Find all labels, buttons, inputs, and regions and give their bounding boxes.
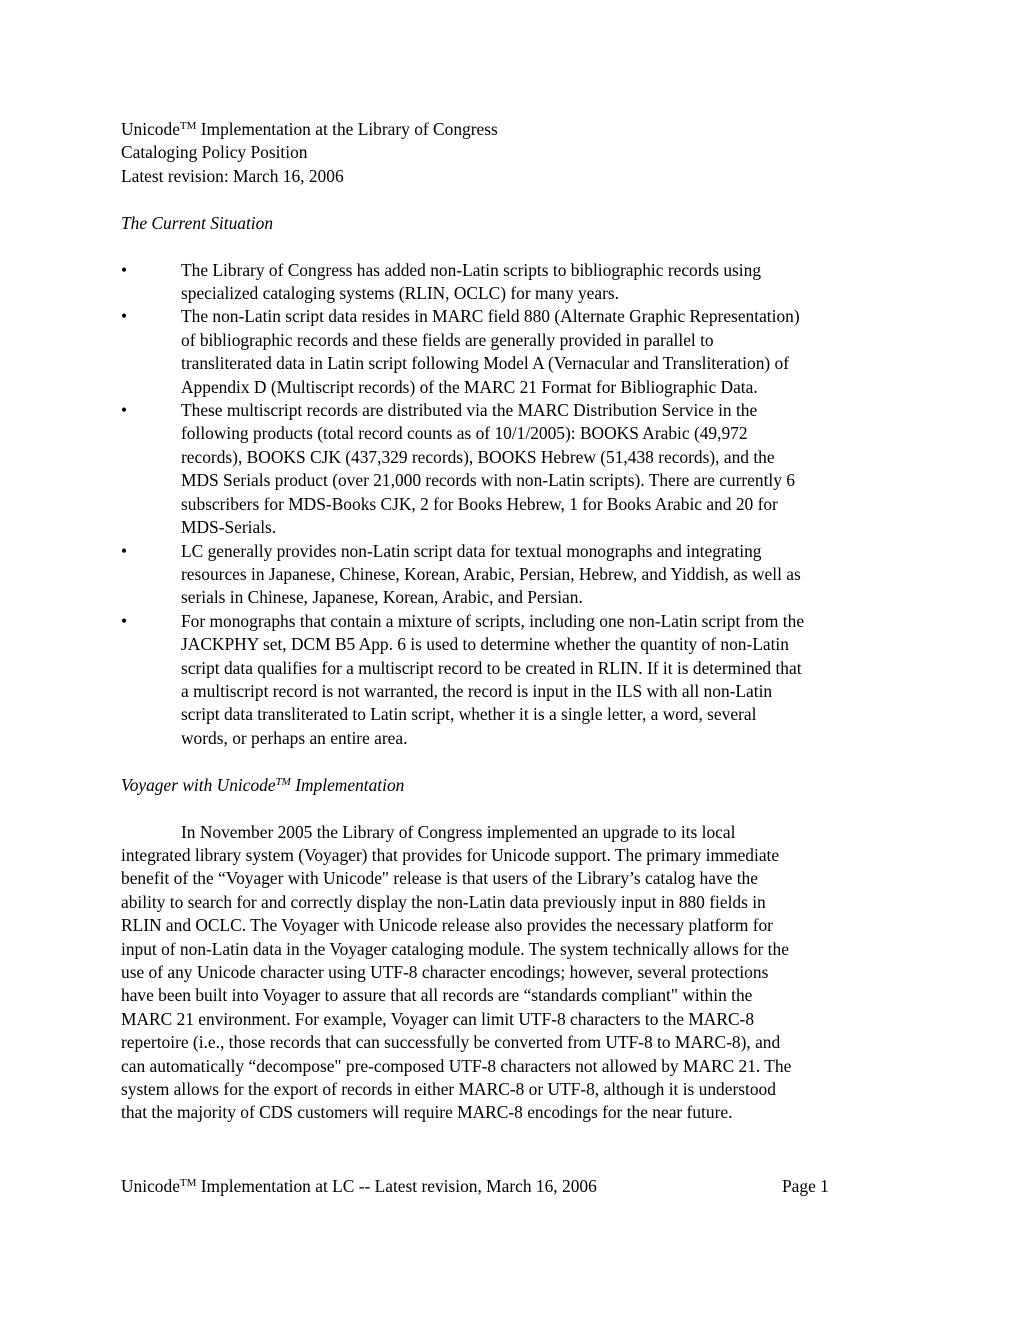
bullet-line: script data qualifies for a multiscript record to be created in RLIN. If it is determined that — [181, 657, 802, 678]
bullet-line: a multiscript record is not warranted, the record is input in the ILS with all non-Latin — [181, 680, 773, 701]
list-item — [121, 305, 911, 399]
paragraph-line: system allows for the export of records in either MARC-8 or UTF-8, although it is understood — [121, 1079, 776, 1100]
paragraph-line: ability to search for and correctly display the non-Latin data previously input in 880 fields in — [121, 891, 766, 912]
document-body — [121, 118, 911, 1125]
bullet-list — [121, 259, 911, 751]
paragraph-line: MARC 21 environment. For example, Voyager can limit UTF-8 characters to the MARC-8 — [121, 1008, 755, 1029]
bullet-line: records), BOOKS CJK (437,329 records), BOOKS Hebrew (51,438 records), and the — [181, 446, 775, 467]
bullet-icon: • — [121, 540, 128, 561]
paragraph-line: input of non-Latin data in the Voyager cataloging module. The system technically allows for the — [121, 938, 789, 959]
document-title — [121, 118, 911, 141]
heading-text-rest: Implementation — [290, 774, 405, 795]
paragraph-line: can automatically “decompose" pre-composed UTF-8 characters not allowed by MARC 21. The — [121, 1055, 792, 1076]
paragraph-line: repertoire (i.e., those records that can successfully be converted from UTF-8 to MARC-8), and — [121, 1032, 781, 1053]
section-heading-voyager-unicode — [121, 774, 911, 797]
bullet-line: transliterated data in Latin script following Model A (Vernacular and Transliteration) of — [181, 353, 790, 374]
bullet-line: of bibliographic records and these fields are generally provided in parallel to — [181, 329, 714, 350]
section-heading-current-situation: The Current Situation — [121, 212, 274, 233]
title-text-rest: Implementation at the Library of Congress — [196, 119, 498, 139]
bullet-icon: • — [121, 610, 128, 631]
list-item — [121, 540, 911, 610]
bullet-line: LC generally provides non-Latin script data for textual monographs and integrating — [181, 540, 762, 561]
bullet-line: serials in Chinese, Japanese, Korean, Arabic, and Persian. — [181, 587, 583, 608]
bullet-line: words, or perhaps an entire area. — [181, 727, 408, 748]
footer-text: Unicode — [121, 1176, 180, 1196]
paragraph-line: integrated library system (Voyager) that provides for Unicode support. The primary immediate — [121, 844, 780, 865]
trademark-superscript: TM — [275, 775, 291, 788]
paragraph-line: use of any Unicode character using UTF-8 character encodings; however, several protections — [121, 962, 769, 982]
list-item — [121, 610, 911, 750]
bullet-line: MDS Serials product (over 21,000 records with non-Latin scripts). There are currently 6 — [181, 470, 795, 491]
bullet-line: following products (total record counts as of 10/1/2005): BOOKS Arabic (49,972 — [181, 423, 748, 444]
bullet-line: For monographs that contain a mixture of scripts, including one non-Latin script from the — [181, 610, 805, 631]
list-item — [121, 399, 911, 539]
paragraph-line: that the majority of CDS customers will require MARC-8 encodings for the near future. — [121, 1102, 733, 1123]
trademark-superscript: TM — [179, 120, 197, 132]
footer-text-rest: Implementation at LC -- Latest revision, March 16, 2006 — [196, 1176, 597, 1196]
trademark-superscript: TM — [179, 1177, 197, 1189]
bullet-icon: • — [121, 259, 128, 280]
bullet-line: specialized cataloging systems (RLIN, OCLC) for many years. — [181, 283, 620, 304]
paragraph-line: benefit of the “Voyager with Unicode" release is that users of the Library’s catalog have the — [121, 868, 758, 889]
list-item — [121, 259, 911, 306]
paragraph-line: RLIN and OCLC. The Voyager with Unicode release also provides the necessary platform for — [121, 915, 773, 936]
bullet-line: resources in Japanese, Chinese, Korean, Arabic, Persian, Hebrew, and Yiddish, as well as — [181, 563, 801, 584]
document-subtitle: Cataloging Policy Position — [121, 142, 308, 163]
title-text: Unicode — [121, 119, 180, 139]
bullet-line: The non-Latin script data resides in MARC field 880 (Alternate Graphic Representation) — [181, 306, 800, 327]
paragraph-line: have been built into Voyager to assure that all records are “standards compliant" within the — [121, 985, 753, 1006]
bullet-line: Appendix D (Multiscript records) of the MARC 21 Format for Bibliographic Data. — [181, 376, 758, 397]
bullet-line: The Library of Congress has added non-Latin scripts to bibliographic records using — [181, 259, 762, 280]
bullet-line: MDS-Serials. — [181, 517, 277, 538]
bullet-icon: • — [121, 400, 128, 421]
bullet-icon: • — [121, 306, 128, 327]
paragraph-line: In November 2005 the Library of Congress implemented an upgrade to its local — [181, 821, 736, 842]
bullet-line: JACKPHY set, DCM B5 App. 6 is used to determine whether the quantity of non-Latin — [181, 634, 789, 655]
bullet-line: subscribers for MDS-Books CJK, 2 for Books Hebrew, 1 for Books Arabic and 20 for — [181, 493, 778, 514]
page-number: Page 1 — [782, 1176, 829, 1196]
voyager-paragraph — [121, 821, 911, 1125]
revision-date: Latest revision: March 16, 2006 — [121, 165, 344, 186]
heading-text: Voyager with Unicode — [121, 774, 276, 795]
bullet-line: These multiscript records are distributed via the MARC Distribution Service in the — [181, 400, 758, 421]
page-footer — [121, 1175, 841, 1198]
bullet-line: script data transliterated to Latin script, whether it is a single letter, a word, several — [181, 704, 757, 725]
